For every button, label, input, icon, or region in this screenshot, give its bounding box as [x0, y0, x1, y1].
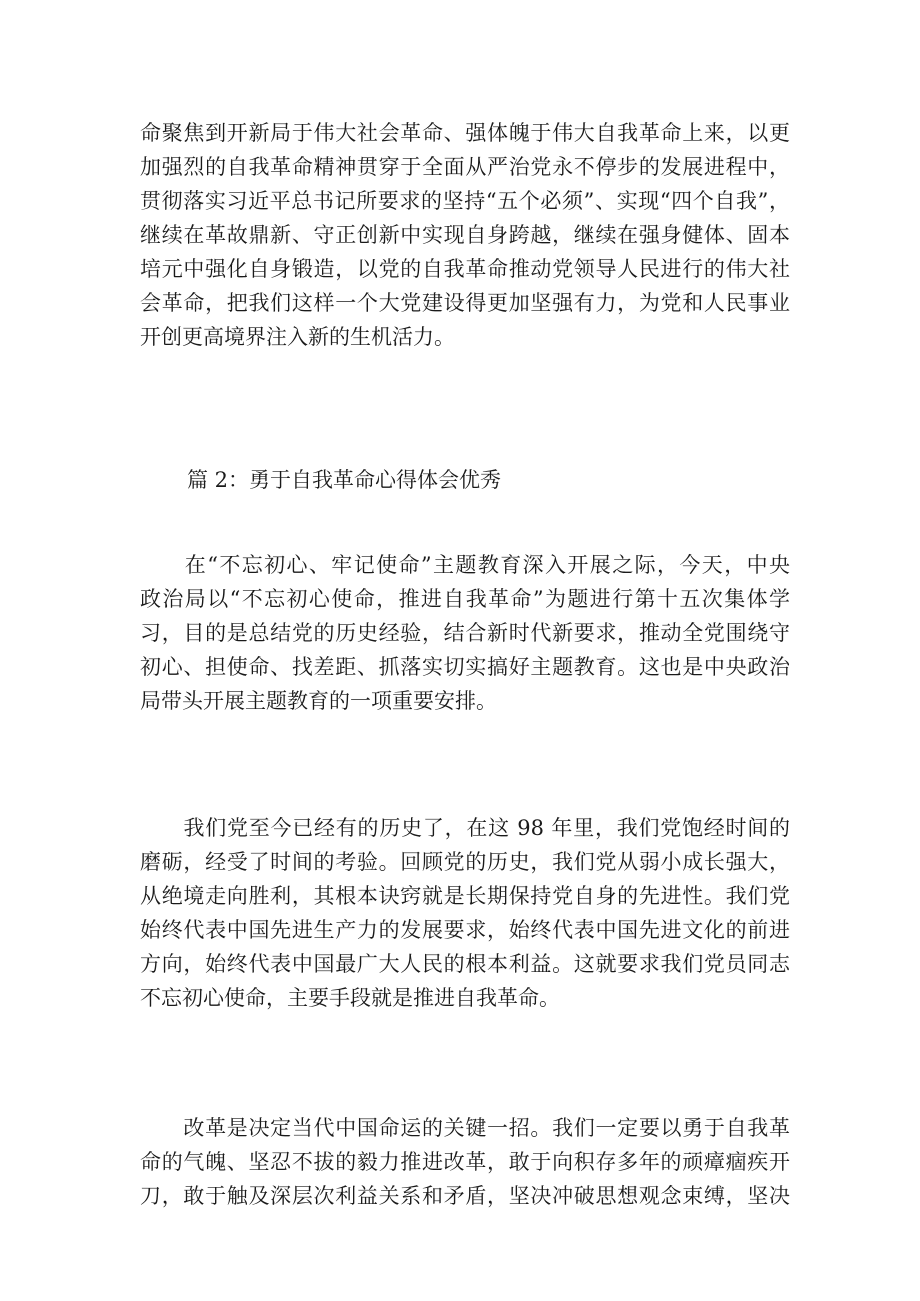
paragraph-line: 改革是决定当代中国命运的关键一招。我们一定要以勇于自我革 [140, 1116, 790, 1140]
paragraph-line: 习，目的是总结党的历史经验，结合新时代新要求，推动全党围绕守 [140, 621, 790, 645]
paragraph-line: 培元中强化自身锻造，以党的自我革命推动党领导人民进行的伟大社 [140, 257, 790, 281]
paragraph-3 [140, 811, 790, 1015]
paragraph-line: 局带头开展主题教育的一项重要安排。 [140, 689, 497, 713]
paragraph-line: 从绝境走向胜利，其根本诀窍就是长期保持党自身的先进性。我们党 [140, 884, 790, 908]
paragraph-4 [140, 1111, 790, 1213]
paragraph-line: 刀，敢于触及深层次利益关系和矛盾，坚决冲破思想观念束缚，坚决 [140, 1184, 790, 1208]
paragraph-line: 命的气魄、坚忍不拔的毅力推进改革，敢于向积存多年的顽瘴痼疾开 [140, 1150, 790, 1174]
paragraph-line: 初心、担使命、找差距、抓落实切实搞好主题教育。这也是中央政治 [140, 655, 790, 679]
paragraph-line: 加强烈的自我革命精神贯穿于全面从严治党永不停步的发展进程中， [140, 155, 790, 179]
paragraph-line: 方向，始终代表中国最广大人民的根本利益。这就要求我们党员同志 [140, 952, 790, 976]
paragraph-line: 磨砺，经受了时间的考验。回顾党的历史，我们党从弱小成长强大， [140, 850, 790, 874]
section-heading: 篇 2：勇于自我革命心得体会优秀 [187, 468, 502, 492]
paragraph-line: 不忘初心使命，主要手段就是推进自我革命。 [140, 986, 560, 1010]
paragraph-line: 开创更高境界注入新的生机活力。 [140, 325, 455, 349]
paragraph-line: 会革命，把我们这样一个大党建设得更加坚强有力，为党和人民事业 [140, 291, 790, 315]
paragraph-line: 始终代表中国先进生产力的发展要求，始终代表中国先进文化的前进 [140, 918, 790, 942]
paragraph-line: 我们党至今已经有的历史了，在这 98 年里，我们党饱经时间的 [140, 816, 790, 840]
paragraph-1 [140, 116, 790, 354]
paragraph-line: 命聚焦到开新局于伟大社会革命、强体魄于伟大自我革命上来，以更 [140, 121, 790, 145]
paragraph-line: 在“不忘初心、牢记使命”主题教育深入开展之际，今天，中央 [140, 553, 790, 577]
paragraph-line: 继续在革故鼎新、守正创新中实现自身跨越，继续在强身健体、固本 [140, 223, 790, 247]
paragraph-line: 政治局以“不忘初心使命，推进自我革命”为题进行第十五次集体学 [140, 587, 790, 611]
paragraph-line: 贯彻落实习近平总书记所要求的坚持“五个必须”、实现“四个自我”， [140, 189, 790, 213]
paragraph-2 [140, 548, 790, 718]
